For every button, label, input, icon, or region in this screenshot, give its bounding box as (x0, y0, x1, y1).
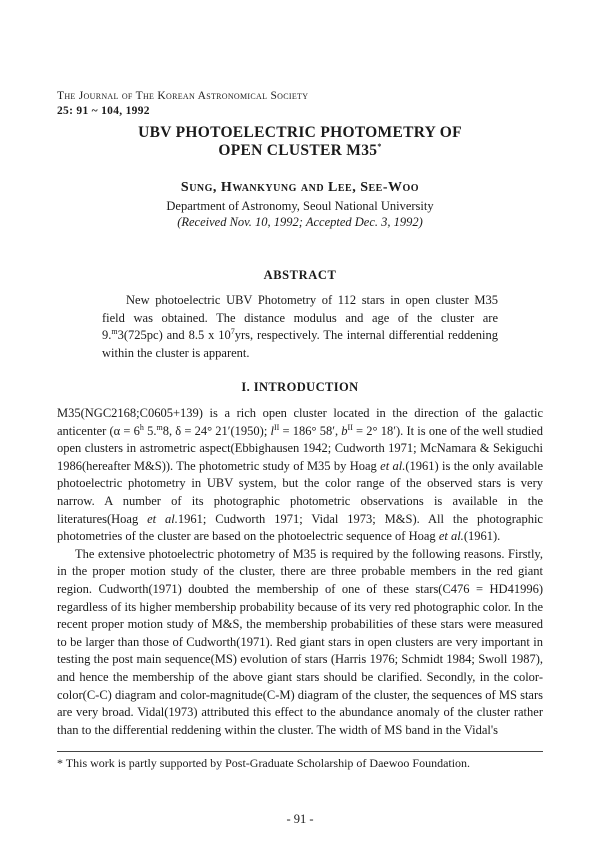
abstract-text: New photoelectric UBV Photometry of 112 stars in open cluster M35 field was obtained. The distance modulus and age of the cluster are 9.$^m$3(725pc) and 8.5 x $10^7yrs$, respectively. The internal differential reddening within the cluster is apparent. (102, 293, 498, 360)
journal-name: The Journal of The Korean Astronomical Society (57, 90, 309, 102)
section-heading-introduction: I. INTRODUCTION (241, 380, 359, 394)
abstract-heading: ABSTRACT (263, 268, 337, 282)
title-footnote-mark: * (377, 141, 382, 151)
intro-paragraph-1: M35(NGC2168;C0605+139) is a rich open cluster located in the direction of the galactic anticenter ($\alpha = 6^h$ 5.$^m$8, δ = 24° 21′(1950); $l^{II} = 186^\circ$ 58′, $b^{II} = 2^\circ$ 18′). It is one of the well studied open clusters in astrometric aspect(Ebbighausen 1942; Cudworth 1971; McNamara & Sekiguchi 1986(hereafter M&S)). The photometric study of M35 by Hoag et al.(1961) is the only available photoelectric photometry in UBV system, but the color range of the observed stars is very narrow. A number of its photographic photometric observations is available in the literatures(Hoag et al.1961; Cudworth 1971; Vidal 1973; M&S). All the photographic photometries of the cluster are based on the photoelectric sequence of Hoag et al.(1961). (57, 406, 543, 544)
footnote: * This work is partly supported by Post-Graduate Scholarship of Daewoo Foundation. (57, 756, 471, 770)
title-line-2: OPEN CLUSTER M35* (218, 141, 382, 159)
introduction-body (57, 405, 543, 739)
intro-paragraph-2: The extensive photoelectric photometry of M35 is required by the following reasons. Firstly, in the proper motion study of the cluster, there are three probable members in the red giant region. Cudworth(1971) doubted the membership of one of these stars(C476 = HD41996) regardless of its higher membership probability because of its very red photographic color. In the recent proper motion study of M&S, the membership probabilities of these stars were measured to be larger than those of Cudworth(1971). Red giant stars in open clusters are very important in testing the post main sequence(MS) evolution of stars (Harris 1976; Schmidt 1984; Swoll 1987), and hence the membership of the above giant stars should be clarified. Secondly, in the color-color(C-C) diagram and color-magnitude(C-M) diagram of the cluster, the sequences of MS stars are very broad. Vidal(1973) attributed this effect to the abundance anomaly of the cluster rather than to the differential reddening within the cluster. The width of MS band in the Vidal's (57, 546, 543, 737)
abstract-body (102, 292, 498, 362)
footnote-rule (57, 751, 543, 752)
received-accepted-dates: (Received Nov. 10, 1992; Accepted Dec. 3, 1992) (177, 215, 423, 229)
journal-header (57, 89, 308, 119)
authors: Sung, Hwankyung and Lee, See-Woo (180, 180, 420, 195)
affiliation: Department of Astronomy, Seoul National University (166, 199, 434, 213)
paper-title (0, 124, 600, 160)
page-number: - 91 - (286, 812, 314, 826)
volume-pages: 25: 91 ~ 104, 1992 (57, 105, 150, 117)
affiliation-block (0, 198, 600, 230)
title-line-1: UBV PHOTOELECTRIC PHOTOMETRY OF (138, 124, 462, 141)
